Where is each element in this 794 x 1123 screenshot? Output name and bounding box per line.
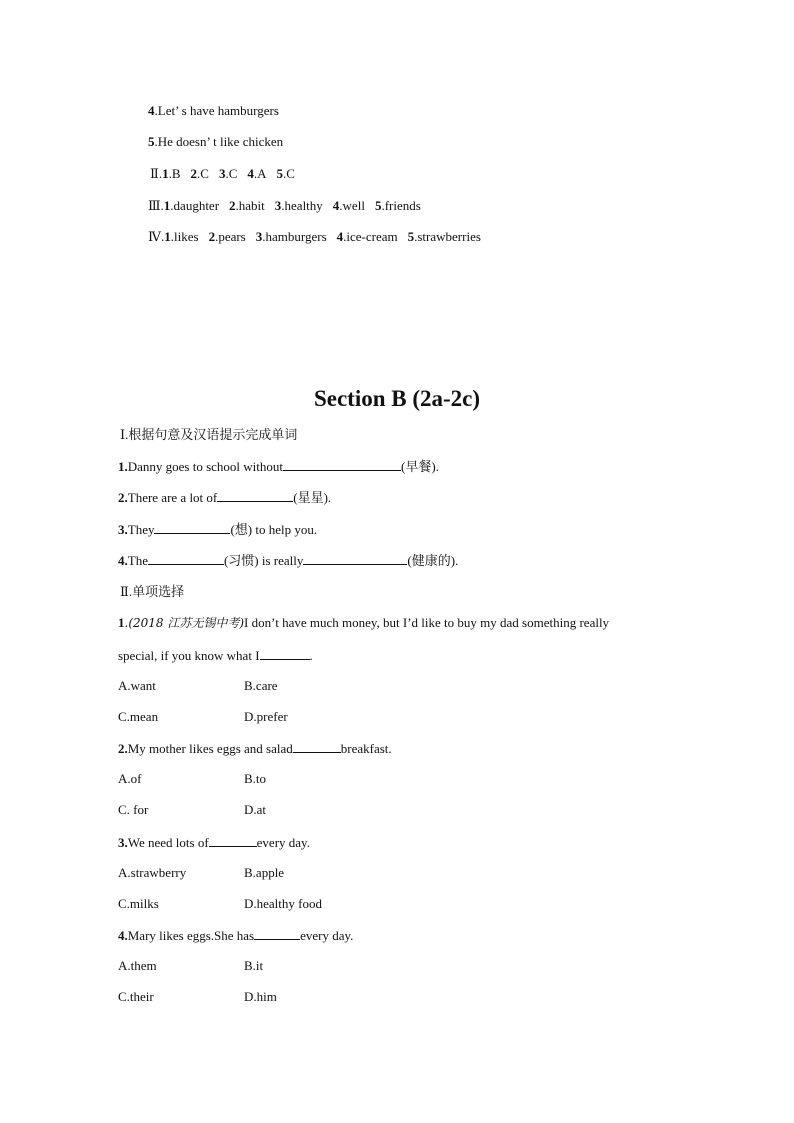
answer-number: 5: [276, 166, 283, 181]
option-d[interactable]: D.healthy food: [244, 896, 322, 911]
answer-number: 1: [164, 229, 171, 244]
option-b[interactable]: B.to: [244, 771, 267, 786]
option-d[interactable]: D.prefer: [244, 709, 288, 724]
answer-blank[interactable]: [154, 521, 230, 534]
option-c[interactable]: C.their: [118, 989, 154, 1004]
question-hint: (早餐).: [401, 459, 439, 474]
part1-question-2: [118, 489, 331, 506]
question-text-middle: (习惯) is really: [223, 553, 304, 568]
roman-numeral: Ⅱ.: [150, 166, 163, 181]
part2-heading: Ⅱ.单项选择: [120, 584, 185, 599]
question-hint: (星星).: [293, 490, 332, 505]
answer-value: .C: [283, 166, 295, 181]
answer-value: .likes: [170, 229, 199, 244]
answer-value: .C: [225, 166, 238, 181]
answer-number: 3: [274, 198, 282, 213]
question-text: I don’t have much money, but I’d like to buy my dad something really: [244, 615, 610, 630]
question-number: 4.: [118, 553, 128, 568]
question-text: We need lots of: [127, 835, 209, 850]
answer-number: 5: [148, 134, 155, 149]
answer-part-3: [148, 198, 421, 214]
answer-number: 4: [332, 198, 340, 213]
option-a[interactable]: A.of: [118, 771, 142, 786]
part2-question-1-cont: [118, 647, 313, 664]
option-a[interactable]: A.want: [118, 678, 156, 693]
answer-value: .C: [197, 166, 209, 181]
answer-part-2: [150, 166, 295, 182]
answer-blank[interactable]: [148, 552, 224, 565]
answer-blank[interactable]: [209, 834, 257, 847]
part1-question-3: [118, 521, 317, 538]
answer-value: .friends: [381, 198, 421, 213]
option-b[interactable]: B.care: [244, 678, 278, 693]
answer-blank[interactable]: [260, 647, 310, 660]
question-text: There are a lot of: [127, 490, 218, 505]
part1-question-4: [118, 552, 458, 569]
answer-text: .He doesn’ t like chicken: [154, 134, 284, 149]
question-text: special, if you know what I: [118, 648, 260, 663]
option-b[interactable]: B.it: [244, 958, 264, 973]
roman-numeral: Ⅳ.: [148, 229, 165, 244]
option-d[interactable]: D.him: [244, 989, 277, 1004]
part2-question-1: [118, 615, 609, 631]
answer-number: 2: [208, 229, 216, 244]
answer-number: 2: [229, 198, 236, 213]
question-number: 1: [118, 615, 125, 630]
part1-question-1: [118, 458, 439, 475]
question-end: every day.: [300, 928, 354, 943]
option-a[interactable]: A.them: [118, 958, 157, 973]
section-title: Section B (2a-2c): [313, 386, 481, 411]
answer-value: .daughter: [170, 198, 220, 213]
option-a[interactable]: A.strawberry: [118, 865, 187, 880]
answer-value: .ice-cream: [343, 229, 398, 244]
option-d[interactable]: D.at: [244, 802, 267, 817]
question-number: 3.: [118, 522, 128, 537]
part2-question-2: [118, 740, 392, 757]
answer-blank[interactable]: [254, 927, 300, 940]
answer-number: 2: [190, 166, 198, 181]
answer-value: .pears: [215, 229, 246, 244]
answer-blank[interactable]: [283, 458, 401, 471]
answer-value: .A: [253, 166, 267, 181]
answer-value: .healthy: [281, 198, 323, 213]
part2-question-4: [118, 927, 353, 944]
question-end: every day.: [256, 835, 310, 850]
question-text: Mary likes eggs.She has: [127, 928, 255, 943]
question-number: 2.: [118, 741, 128, 756]
option-c[interactable]: C. for: [118, 802, 149, 817]
answer-number: 3: [255, 229, 263, 244]
option-c[interactable]: C.milks: [118, 896, 159, 911]
part1-heading: Ⅰ.根据句意及汉语提示完成单词: [120, 427, 298, 442]
question-end: breakfast.: [340, 741, 392, 756]
answer-value: .well: [339, 198, 365, 213]
question-text: The: [127, 553, 148, 568]
answer-value: .strawberries: [414, 229, 481, 244]
answer-blank[interactable]: [293, 740, 341, 753]
answer-blank[interactable]: [303, 552, 407, 565]
answer-number: 5: [407, 229, 415, 244]
question-end: .: [309, 648, 313, 663]
answer-number: 4: [247, 166, 254, 181]
answer-number: 1: [162, 166, 169, 181]
answer-line-4: [148, 103, 279, 119]
question-hint: (想) to help you.: [230, 522, 318, 537]
answer-number: 5: [374, 198, 382, 213]
part2-question-3: [118, 834, 310, 851]
question-hint: (健康的).: [407, 553, 459, 568]
roman-numeral: Ⅲ.: [148, 198, 164, 213]
question-text: My mother likes eggs and salad: [127, 741, 293, 756]
answer-number: 3: [218, 166, 226, 181]
answer-value: .B: [168, 166, 181, 181]
option-b[interactable]: B.apple: [244, 865, 285, 880]
question-number: 2.: [118, 490, 128, 505]
answer-number: 4: [148, 103, 155, 118]
question-number: 4.: [118, 928, 128, 943]
answer-line-5: [148, 134, 283, 150]
question-number: 1.: [118, 459, 128, 474]
answer-part-4: [148, 229, 481, 245]
answer-number: 4: [336, 229, 344, 244]
question-source: .(2018 江苏无锡中考): [124, 616, 245, 630]
question-text: They: [127, 522, 155, 537]
question-number: 3.: [118, 835, 128, 850]
answer-blank[interactable]: [217, 489, 293, 502]
question-text: Danny goes to school without: [127, 459, 284, 474]
option-c[interactable]: C.mean: [118, 709, 159, 724]
answer-value: .hamburgers: [262, 229, 327, 244]
answer-number: 1: [163, 198, 171, 213]
answer-text: .Let’ s have hamburgers: [154, 103, 279, 118]
answer-value: .habit: [235, 198, 265, 213]
